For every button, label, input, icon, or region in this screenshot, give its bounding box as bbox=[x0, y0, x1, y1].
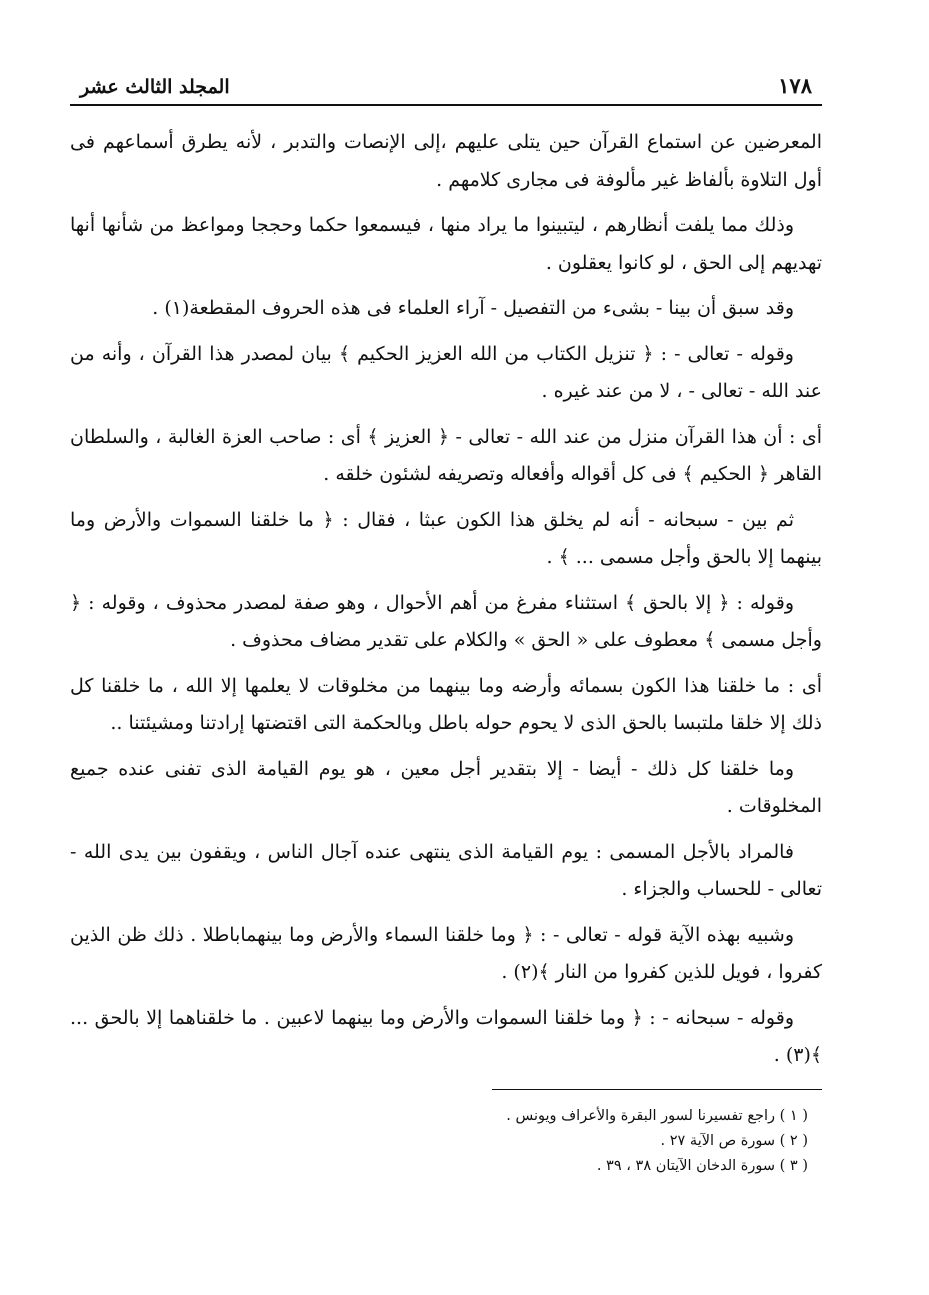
paragraph: وقد سبق أن بينا - بشىء من التفصيل - آراء العلماء فى هذه الحروف المقطعة(١) . bbox=[152, 297, 794, 319]
running-title: المجلد الثالث عشر bbox=[80, 76, 230, 98]
footnote: ( ٣ ) سورة الدخان الآيتان ٣٨ ، ٣٩ . bbox=[596, 1157, 808, 1174]
footnote: ( ٢ ) سورة ص الآية ٢٧ . bbox=[660, 1132, 808, 1149]
paragraph: وقوله : ﴿ إلا بالحق ﴾ استثناء مفرغ من أهم الأحوال ، وهو صفة لمصدر محذوف ، وقوله : ﴿ وأجل مسمى ﴾ معطوف على « الحق » والكلام على تقدير مضاف محذوف . bbox=[70, 591, 822, 651]
header-divider bbox=[70, 104, 822, 106]
document-page bbox=[70, 58, 822, 1179]
paragraph: وشبيه بهذه الآية قوله - تعالى - : ﴿ وما خلقنا السماء والأرض وما بينهماباطلا . ذلك ظن الذين كفروا ، فويل للذين كفروا من النار ﴾(٢) . bbox=[70, 923, 822, 983]
page-number: ١٧٨ bbox=[778, 73, 812, 98]
paragraph: أى : أن هذا القرآن منزل من عند الله - تعالى - ﴿ العزيز ﴾ أى : صاحب العزة الغالبة ، والسلطان القاهر ﴿ الحكيم ﴾ فى كل أقواله وأفعاله وتصريفه لشئون خلقه . bbox=[70, 425, 822, 485]
paragraph: وقوله - تعالى - : ﴿ تنزيل الكتاب من الله العزيز الحكيم ﴾ بيان لمصدر هذا القرآن ، وأنه من عند الله - تعالى - ، لا من عند غيره . bbox=[70, 342, 822, 402]
paragraph: فالمراد بالأجل المسمى : يوم القيامة الذى ينتهى عنده آجال الناس ، ويقفون بين يدى الله - تعالى - للحساب والجزاء . bbox=[70, 840, 822, 900]
body-text bbox=[70, 124, 822, 1075]
paragraph: وما خلقنا كل ذلك - أيضا - إلا بتقدير أجل معين ، هو يوم القيامة الذى تفنى عنده جميع المخلوقات . bbox=[70, 757, 822, 817]
page-header bbox=[70, 58, 822, 104]
paragraph: المعرضين عن استماع القرآن حين يتلى عليهم ،إلى الإنصات والتدبر ، لأنه يطرق أسماعهم فى أول التلاوة بألفاظ غير مألوفة فى مجارى كلامهم . bbox=[70, 131, 822, 191]
paragraph: ثم بين - سبحانه - أنه لم يخلق هذا الكون عبثا ، فقال : ﴿ ما خلقنا السموات والأرض وما بينهما إلا بالحق وأجل مسمى ... ﴾ . bbox=[70, 508, 822, 568]
paragraph: وذلك مما يلفت أنظارهم ، ليتبينوا ما يراد منها ، فيسمعوا حكما وحججا ومواعظ من شأنها أنها تهديهم إلى الحق ، لو كانوا يعقلون . bbox=[70, 214, 822, 274]
footnotes bbox=[70, 1104, 822, 1179]
paragraph: وقوله - سبحانه - : ﴿ وما خلقنا السموات والأرض وما بينهما لاعبين . ما خلقناهما إلا بالحق ... ﴾(٣) . bbox=[70, 1006, 822, 1066]
footnote-divider bbox=[492, 1089, 822, 1090]
paragraph: أى : ما خلقنا هذا الكون بسمائه وأرضه وما بينهما من مخلوقات لا يعلمها إلا الله ، ما خلقنا كل ذلك إلا خلقا ملتبسا بالحق الذى لا يحوم حوله باطل وبالحكمة التى اقتضتها إرادتنا ومشيئتنا .. bbox=[70, 674, 822, 734]
footnote: ( ١ ) راجع تفسيرنا لسور البقرة والأعراف ويونس . bbox=[506, 1107, 808, 1124]
